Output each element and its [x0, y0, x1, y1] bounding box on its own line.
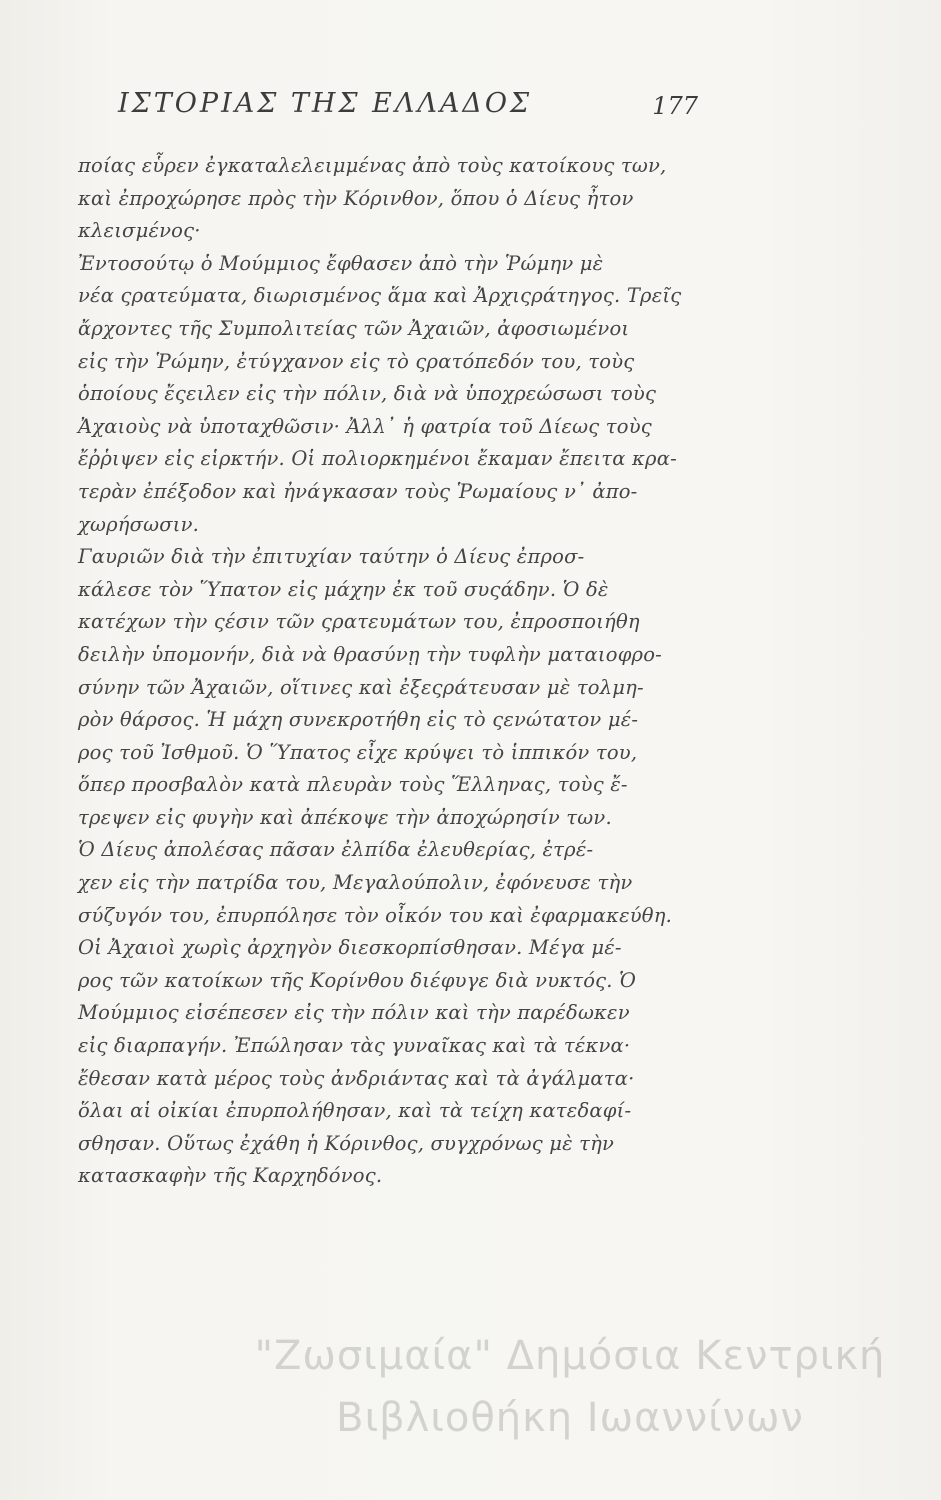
page-header	[118, 88, 698, 128]
text-line: Ἐντοσούτῳ ὁ Μούμμιος ἔφθασεν ἀπὸ τὴν Ῥώμην μὲ	[78, 251, 604, 275]
watermark-line: "Ζωσιμαία" Δημόσια Κεντρική	[254, 1333, 886, 1379]
text-line: ὅλαι αἱ οἰκίαι ἐπυρπολήθησαν, καὶ τὰ τείχη κατεδαφί-	[78, 1099, 632, 1123]
text-line: νέα ςρατεύματα, διωρισμένος ἅμα καὶ Ἀρχιςράτηγος. Τρεῖς	[78, 284, 682, 308]
text-line: ρος τῶν κατοίκων τῆς Κορίνθου διέφυγε διὰ νυκτός. Ὁ	[78, 968, 637, 992]
text-line: σύζυγόν του, ἐπυρπόλησε τὸν οἶκόν του καὶ ἐφαρμακεύθη.	[78, 903, 673, 927]
text-line: κατέχων τὴν ςέσιν τῶν ςρατευμάτων του, ἐπροσποιήθη	[78, 610, 640, 634]
text-line: Ἀχαιοὺς νὰ ὑποταχθῶσιν· Ἀλλ᾽ ἡ φατρία τοῦ Δίεως τοὺς	[78, 414, 652, 438]
text-line: ἔθεσαν κατὰ μέρος τοὺς ἀνδριάντας καὶ τὰ ἀγάλματα·	[78, 1066, 635, 1090]
text-line: δειλὴν ὑπομονήν, διὰ νὰ θρασύνῃ τὴν τυφλὴν ματαιοφρο-	[78, 642, 662, 666]
page-number: 177	[652, 92, 698, 120]
text-line: χωρήσωσιν.	[78, 512, 200, 536]
text-line: χεν εἰς τὴν πατρίδα του, Μεγαλούπολιν, ἐφόνευσε τὴν	[78, 871, 633, 895]
body-text	[78, 150, 718, 1193]
watermark-line: Βιβλιοθήκη Ιωαννίνων	[336, 1395, 804, 1441]
text-line: τρεψεν εἰς φυγὴν καὶ ἀπέκοψε τὴν ἀποχώρησίν των.	[78, 805, 612, 829]
text-line: ἔῤῥιψεν εἰς εἱρκτήν. Οἱ πολιορκημένοι ἔκαμαν ἔπειτα κρα-	[78, 447, 677, 471]
text-line: Γαυριῶν διὰ τὴν ἐπιτυχίαν ταύτην ὁ Δίευς ἐπροσ-	[78, 545, 585, 569]
text-line: Ὁ Δίευς ἀπολέσας πᾶσαν ἐλπίδα ἐλευθερίας, ἐτρέ-	[78, 838, 594, 862]
library-watermark	[200, 1325, 940, 1449]
text-line: ρος τοῦ Ἰσθμοῦ. Ὁ Ὕπατος εἶχε κρύψει τὸ ἱππικόν του,	[78, 740, 638, 764]
text-line: Οἱ Ἀχαιοὶ χωρὶς ἀρχηγὸν διεσκορπίσθησαν. Μέγα μέ-	[78, 936, 622, 960]
text-line: κατασκαφὴν τῆς Καρχηδόνος.	[78, 1164, 383, 1188]
text-line: σθησαν. Οὕτως ἐχάθη ἡ Κόρινθος, συγχρόνως μὲ τὴν	[78, 1131, 615, 1155]
text-line: κλεισμένος·	[78, 219, 201, 243]
text-line: ἄρχοντες τῆς Συμπολιτείας τῶν Ἀχαιῶν, ἀφοσιωμένοι	[78, 316, 630, 340]
text-line: εἰς διαρπαγήν. Ἐπώλησαν τὰς γυναῖκας καὶ τὰ τέκνα·	[78, 1034, 631, 1058]
text-line: ὁποίους ἔςειλεν εἰς τὴν πόλιν, διὰ νὰ ὑποχρεώσωσι τοὺς	[78, 382, 657, 406]
text-line: καὶ ἐπροχώρησε πρὸς τὴν Κόρινθον, ὅπου ὁ Δίευς ἦτον	[78, 186, 634, 210]
text-line: σύνην τῶν Ἀχαιῶν, οἵτινες καὶ ἐξεςράτευσαν μὲ τολμη-	[78, 675, 644, 699]
running-title: ΙΣΤΟΡΙΑΣ ΤΗΣ ΕΛΛΑΔΟΣ	[118, 88, 533, 119]
text-line: ρὸν θάρσος. Ἡ μάχη συνεκροτήθη εἰς τὸ ςενώτατον μέ-	[78, 708, 639, 732]
text-line: ὅπερ προσβαλὸν κατὰ πλευρὰν τοὺς Ἕλληνας, τοὺς ἔ-	[78, 773, 628, 797]
text-line: ποίας εὗρεν ἐγκαταλελειμμένας ἀπὸ τοὺς κατοίκους των,	[78, 154, 667, 177]
text-line: Μούμμιος εἰσέπεσεν εἰς τὴν πόλιν καὶ τὴν παρέδωκεν	[78, 1001, 630, 1025]
text-line: τερὰν ἐπέξοδον καὶ ἠνάγκασαν τοὺς Ῥωμαίους ν᾽ ἀπο-	[78, 479, 638, 503]
text-line: εἰς τὴν Ῥώμην, ἐτύγχανον εἰς τὸ ςρατόπεδόν του, τοὺς	[78, 349, 635, 373]
text-line: κάλεσε τὸν Ὕπατον εἰς μάχην ἐκ τοῦ συςάδην. Ὁ δὲ	[78, 577, 609, 601]
